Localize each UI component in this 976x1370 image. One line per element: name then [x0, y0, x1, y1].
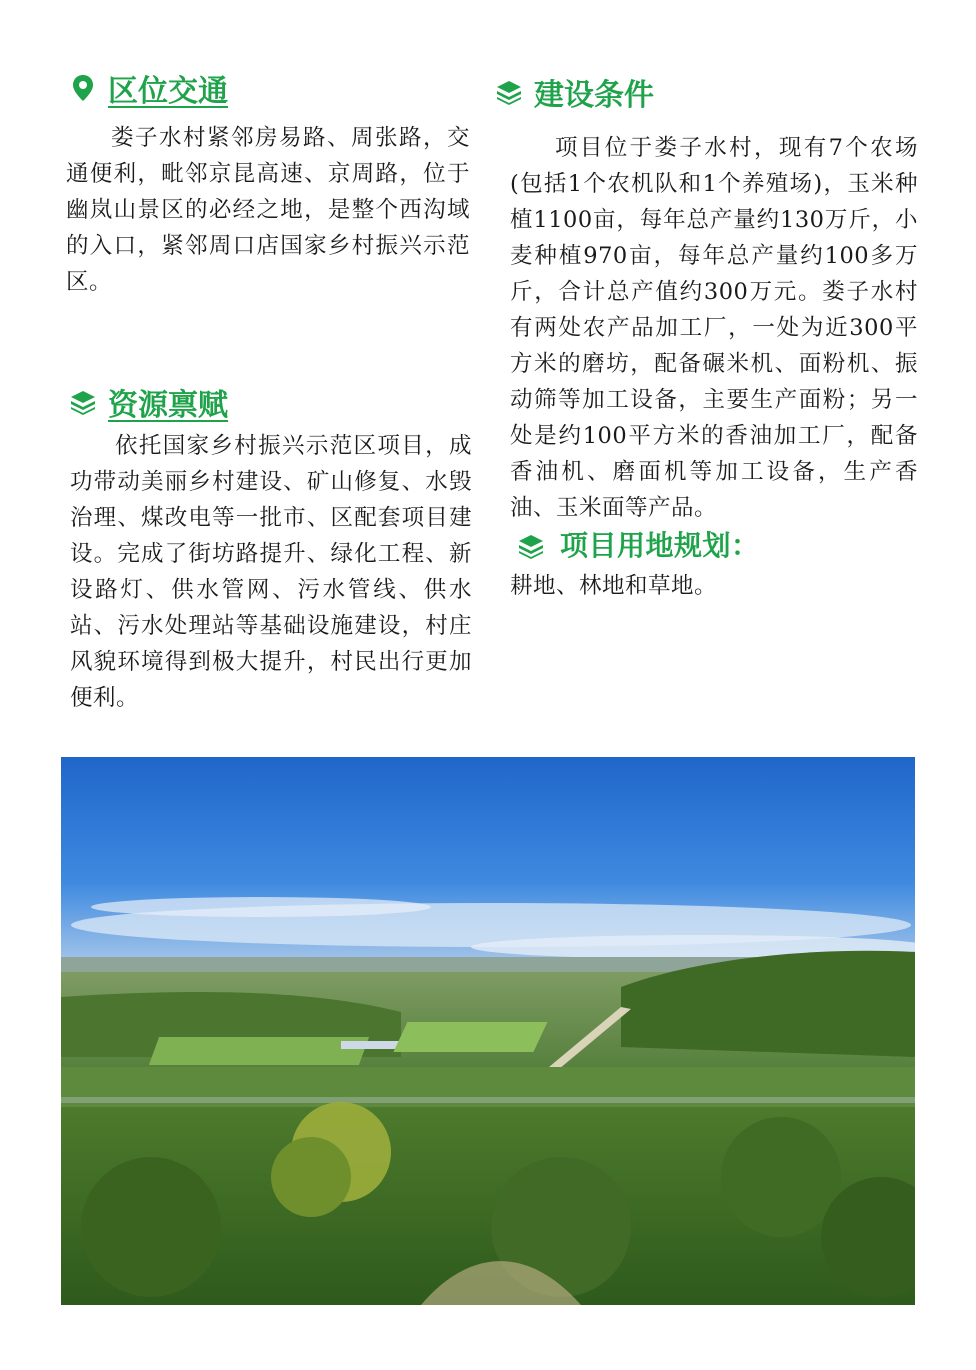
- layers-icon: [68, 387, 98, 417]
- map-pin-icon: [68, 73, 98, 103]
- layers-icon: [516, 531, 546, 561]
- conditions-text: 项目位于娄子水村，现有7个农场(包括1个农机队和1个养殖场)，玉米种植1100亩，每年总产量约130万斤，小麦种植970亩，每年总产量约100多万斤，合计总产值约300万元。娄子水村有两处农产品加工厂，一处为近300平方米的磨坊，配备碾米机、面粉机、振动筛等加工设备，主要生产面粉；另一处是约100平方米的香油加工厂，配备香油机、磨面机等加工设备，生产香油、玉米面等产品。: [510, 135, 918, 521]
- layers-icon: [494, 77, 524, 107]
- location-heading: [68, 66, 228, 110]
- land-use-block: [510, 526, 934, 606]
- resources-title: 资源禀赋: [108, 388, 228, 423]
- location-text: 娄子水村紧邻房易路、周张路，交通便利，毗邻京昆高速、京周路，位于幽岚山景区的必经之地，是整个西沟域的入口，紧邻周口店国家乡村振兴示范区。: [66, 125, 470, 295]
- land-use-text: 耕地、林地和草地。: [510, 573, 718, 599]
- conditions-heading: [494, 70, 654, 114]
- resources-heading: [68, 380, 228, 424]
- land-use-title: 项目用地规划：: [560, 529, 760, 562]
- landscape-photo: [61, 757, 915, 1305]
- location-title: 区位交通: [108, 74, 228, 109]
- resources-text: 依托国家乡村振兴示范区项目，成功带动美丽乡村建设、矿山修复、水毁治理、煤改电等一批市、区配套项目建设。完成了街坊路提升、绿化工程、新设路灯、供水管网、污水管线、供水站、污水处理站等基础设施建设，村庄风貌环境得到极大提升，村民出行更加便利。: [70, 433, 472, 711]
- conditions-title: 建设条件: [534, 78, 654, 113]
- landscape-illustration: [61, 757, 915, 1305]
